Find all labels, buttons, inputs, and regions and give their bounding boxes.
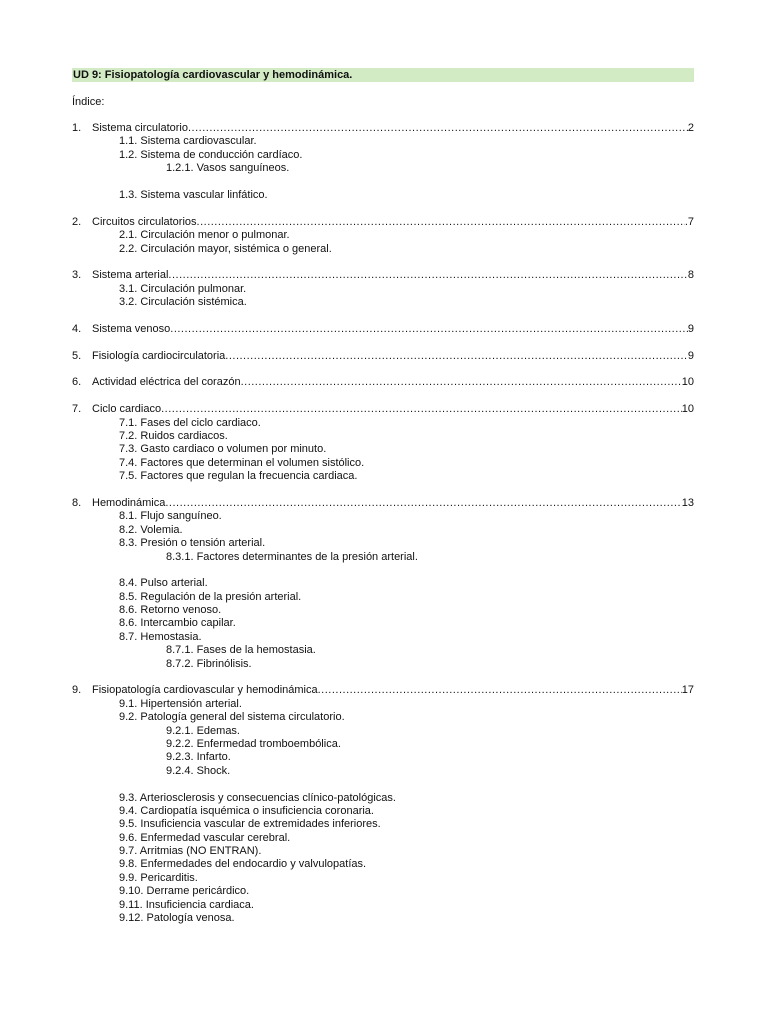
toc-subsubsection[interactable]: 9.2.2. Enfermedad tromboembólica. (166, 737, 341, 750)
toc-entry-title: Hemodinámica (92, 496, 166, 509)
section-gap (72, 336, 694, 349)
toc-subsection[interactable]: 7.4. Factores que determinan el volumen sistólico. (119, 456, 365, 469)
toc-subsection[interactable]: 3.2. Circulación sistémica. (119, 296, 247, 309)
toc-subsection[interactable]: 8.4. Pulso arterial. (119, 577, 208, 590)
toc-entry[interactable] (72, 350, 694, 363)
toc-subsection[interactable]: 7.2. Ruidos cardiacos. (119, 429, 228, 442)
toc-subsection[interactable]: 8.6. Retorno venoso. (119, 604, 222, 617)
toc-leader-dots (241, 376, 682, 389)
toc-entry-number: 4. (72, 322, 82, 335)
toc-entry-page: .7 (684, 215, 694, 228)
toc-entry-title: Fisiología cardiocirculatoria (92, 349, 226, 362)
toc-subsection[interactable]: 7.5. Factores que regulan la frecuencia cardiaca. (119, 470, 358, 483)
toc-entry-title: Sistema circulatorio (92, 122, 188, 134)
toc-entry-page: 10 (681, 376, 694, 389)
subsection-gap (72, 564, 694, 577)
toc-subsection[interactable]: 8.6. Intercambio capilar. (119, 617, 236, 630)
toc-entry-title: Sistema arterial (92, 269, 169, 282)
toc-leader-dots (170, 323, 688, 336)
toc-subsubsection[interactable]: 9.2.4. Shock. (166, 764, 231, 777)
toc-entry-page: 9 (687, 349, 694, 362)
toc-subsection[interactable]: 9.12. Patología venosa. (119, 912, 235, 925)
toc-leader-dots (225, 350, 688, 363)
toc-subsection[interactable]: 7.1. Fases del ciclo cardiaco. (119, 416, 261, 429)
toc-entry-number: 3. (72, 269, 82, 282)
toc-subsection[interactable]: 1.1. Sistema cardiovascular. (119, 135, 257, 148)
table-of-contents (72, 122, 694, 925)
document-page (72, 68, 694, 925)
toc-subsection[interactable]: 9.1. Hipertensión arterial. (119, 697, 242, 710)
section-gap (72, 202, 694, 215)
subsection-gap (72, 778, 694, 791)
toc-entry[interactable] (72, 216, 694, 229)
toc-subsubsection[interactable]: 9.2.1. Edemas. (166, 724, 240, 737)
toc-subsubsection[interactable]: 8.7.1. Fases de la hemostasia. (166, 644, 316, 657)
toc-entry-number: 8. (72, 496, 82, 509)
toc-entry-title: Circuitos circulatorios (92, 215, 197, 228)
toc-entry-title: Sistema venoso (92, 322, 171, 335)
toc-entry[interactable] (72, 376, 694, 389)
subsection-gap (72, 176, 694, 189)
toc-entry-number: 5. (72, 349, 82, 362)
toc-subsection[interactable]: 9.7. Arritmias (NO ENTRAN). (119, 845, 262, 858)
toc-leader-dots (318, 684, 682, 697)
toc-entry-page: 8 (687, 269, 694, 282)
toc-subsection[interactable]: 9.8. Enfermedades del endocardio y valvulopatías. (119, 858, 367, 871)
toc-leader-dots (161, 403, 682, 416)
toc-subsection[interactable]: 9.4. Cardiopatía isquémica o insuficiencia coronaria. (119, 804, 374, 817)
toc-entry[interactable] (72, 269, 694, 282)
toc-entry[interactable] (72, 403, 694, 416)
toc-subsection[interactable]: 8.1. Flujo sanguíneo. (119, 510, 222, 523)
toc-subsection[interactable]: 9.6. Enfermedad vascular cerebral. (119, 831, 291, 844)
section-gap (72, 309, 694, 322)
toc-subsubsection[interactable]: 8.7.2. Fibrinólisis. (166, 657, 252, 670)
toc-entry-title: Actividad eléctrica del corazón (92, 376, 241, 389)
toc-subsection[interactable]: 7.3. Gasto cardiaco o volumen por minuto. (119, 443, 327, 456)
toc-entry-page: 13 (681, 496, 694, 509)
toc-subsection[interactable]: 9.3. Arteriosclerosis y consecuencias clínico-patológicas. (119, 791, 396, 804)
toc-entry-number: 6. (72, 376, 82, 389)
toc-leader-dots (165, 497, 681, 510)
toc-leader-dots (168, 269, 687, 282)
section-gap (72, 484, 694, 497)
toc-subsection[interactable]: 9.5. Insuficiencia vascular de extremidades inferiores. (119, 818, 381, 831)
section-gap (72, 671, 694, 684)
section-gap (72, 256, 694, 269)
toc-entry[interactable] (72, 122, 694, 135)
toc-subsection[interactable]: 2.1. Circulación menor o pulmonar. (119, 229, 290, 242)
toc-subsection[interactable]: 8.2. Volemia. (119, 523, 183, 536)
toc-subsection[interactable]: 1.2. Sistema de conducción cardíaco. (119, 148, 303, 161)
toc-entry-title: Fisiopatología cardiovascular y hemodinámica (92, 684, 318, 697)
toc-entry-number: 9. (72, 684, 82, 697)
toc-entry[interactable] (72, 497, 694, 510)
section-gap (72, 390, 694, 403)
toc-leader-dots (188, 122, 688, 135)
toc-leader-dots (197, 216, 685, 229)
toc-entry-page: 2 (687, 122, 694, 134)
section-gap (72, 363, 694, 376)
toc-subsubsection[interactable]: 8.3.1. Factores determinantes de la presión arterial. (166, 550, 418, 563)
toc-subsection[interactable]: 8.3. Presión o tensión arterial. (119, 537, 266, 550)
toc-entry-title: Ciclo cardiaco (92, 403, 162, 416)
toc-entry-page: 17 (681, 684, 694, 697)
toc-subsection[interactable]: 3.1. Circulación pulmonar. (119, 282, 247, 295)
toc-subsection[interactable]: 9.2. Patología general del sistema circulatorio. (119, 711, 345, 724)
toc-subsection[interactable]: 8.5. Regulación de la presión arterial. (119, 590, 302, 603)
toc-entry-page: 9 (687, 322, 694, 335)
toc-entry-number: 7. (72, 403, 82, 416)
toc-subsection[interactable]: 9.10. Derrame pericárdico. (119, 885, 250, 898)
toc-entry-number: 1. (72, 122, 82, 134)
toc-subsection[interactable]: 9.11. Insuficiencia cardiaca. (119, 898, 254, 911)
toc-subsection[interactable]: 9.9. Pericarditis. (119, 871, 198, 884)
toc-entry[interactable] (72, 323, 694, 336)
toc-subsection[interactable]: 8.7. Hemostasia. (119, 630, 202, 643)
toc-entry[interactable] (72, 684, 694, 697)
toc-subsubsection[interactable]: 9.2.3. Infarto. (166, 751, 231, 764)
index-label: Índice: (72, 96, 105, 108)
toc-entry-page: 10 (681, 403, 694, 416)
toc-entry-number: 2. (72, 215, 82, 228)
toc-subsection[interactable]: 1.3. Sistema vascular linfático. (119, 188, 268, 201)
toc-subsection[interactable]: 2.2. Circulación mayor, sistémica o general. (119, 242, 332, 255)
document-heading: UD 9: Fisiopatología cardiovascular y hemodinámica. (72, 68, 694, 82)
toc-subsubsection[interactable]: 1.2.1. Vasos sanguíneos. (166, 162, 290, 175)
